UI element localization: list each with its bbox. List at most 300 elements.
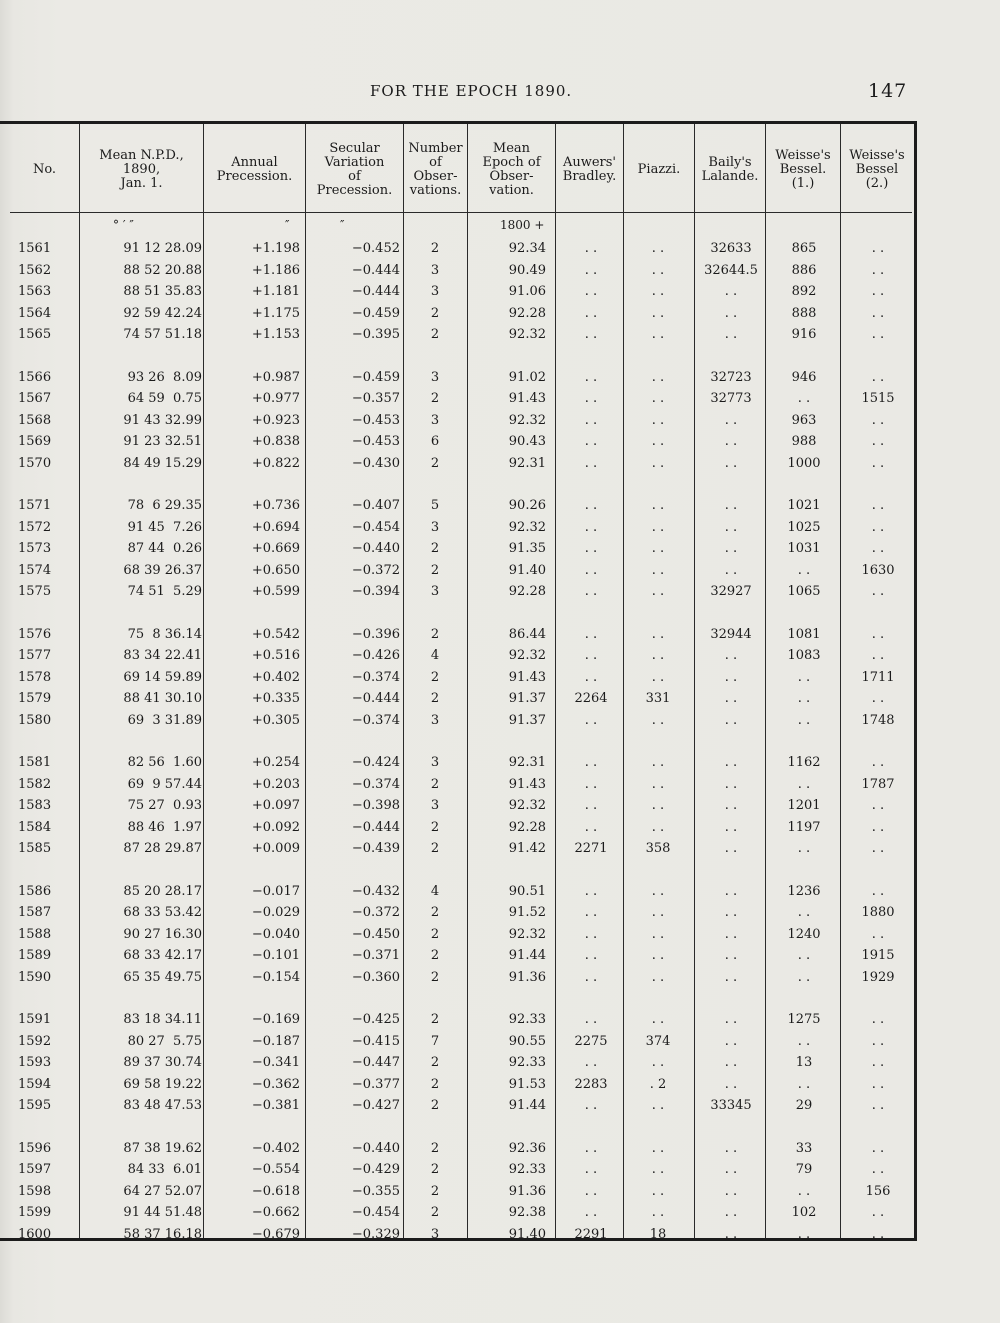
weisse-bessel-1-ref: 888 (791, 305, 817, 321)
auwers-bradley-ref: . . (584, 1012, 598, 1027)
auwers-bradley-ref: . . (584, 905, 598, 921)
piazzi-ref: . . (651, 626, 665, 642)
annual-precession: +0.203 (251, 776, 300, 792)
star-number: 1584 (18, 819, 52, 835)
baily-lalande-ref: 32723 (710, 369, 752, 385)
secular-variation: −0.444 (351, 691, 400, 707)
auwers-bradley-ref: . . (584, 369, 598, 385)
secular-variation: −0.444 (351, 819, 400, 835)
observation-count: 2 (430, 391, 440, 407)
weisse-bessel-2-ref: . . (871, 819, 885, 835)
auwers-bradley-ref: . . (584, 948, 598, 964)
star-number: 1582 (18, 776, 52, 792)
secular-variation: −0.394 (351, 584, 400, 600)
annual-precession: +0.694 (251, 519, 300, 535)
mean-epoch: 92.33 (508, 1055, 546, 1071)
piazzi-ref: . . (651, 1098, 665, 1114)
secular-variation: −0.395 (351, 327, 400, 343)
mean-npd: 88 46 1.97 (127, 819, 202, 835)
baily-lalande-ref: . . (724, 541, 738, 557)
mean-epoch: 91.43 (508, 669, 546, 685)
mean-npd: 64 59 0.75 (127, 391, 202, 407)
star-number: 1566 (18, 369, 52, 385)
secular-variation: −0.426 (351, 648, 400, 664)
baily-lalande-ref: . . (724, 498, 738, 513)
weisse-bessel-2-ref: . . (871, 541, 885, 557)
table-row (0, 1225, 917, 1245)
table-row (0, 282, 917, 302)
baily-lalande-ref: . . (724, 948, 738, 964)
baily-lalande-ref: . . (724, 519, 738, 535)
mean-epoch: 92.32 (508, 327, 546, 343)
star-number: 1578 (18, 669, 52, 685)
baily-lalande-ref: 32644.5 (704, 262, 758, 278)
observation-count: 2 (430, 905, 440, 921)
header-bailys-lalande: Baily's Lalande. (701, 155, 759, 184)
weisse-bessel-2-ref: . . (871, 1055, 885, 1071)
weisse-bessel-1-ref: 1197 (787, 819, 821, 835)
table-row (0, 1010, 917, 1030)
baily-lalande-ref: . . (724, 969, 738, 985)
mean-epoch: 90.43 (508, 434, 546, 450)
weisse-bessel-1-ref: 33 (795, 1140, 813, 1156)
annual-precession: +0.987 (251, 369, 300, 385)
weisse-bessel-2-ref: 1711 (861, 669, 895, 685)
secular-variation: −0.439 (351, 841, 400, 857)
star-number: 1565 (18, 327, 52, 343)
piazzi-ref: . . (651, 584, 665, 600)
secular-variation: −0.444 (351, 262, 400, 278)
mean-npd: 85 20 28.17 (123, 883, 202, 899)
piazzi-ref: . . (651, 1183, 665, 1199)
table-row (0, 839, 917, 859)
piazzi-ref: 358 (645, 841, 671, 857)
auwers-bradley-ref: . . (584, 584, 598, 600)
observation-count: 2 (430, 1055, 440, 1071)
baily-lalande-ref: . . (724, 1033, 738, 1049)
annual-precession: +0.009 (251, 841, 300, 857)
annual-precession: +0.822 (251, 455, 300, 471)
mean-npd: 91 43 32.99 (123, 412, 202, 428)
baily-lalande-ref: . . (724, 841, 738, 857)
secular-variation: −0.357 (351, 391, 400, 407)
mean-npd: 84 33 6.01 (127, 1162, 202, 1178)
baily-lalande-ref: . . (724, 305, 738, 321)
mean-npd: 58 37 16.18 (123, 1226, 202, 1242)
observation-count: 2 (430, 841, 440, 857)
weisse-bessel-1-ref: 946 (791, 369, 817, 385)
table-row (0, 625, 917, 645)
annual-precession: +1.198 (251, 241, 300, 256)
header-secular-variation: Secular Variation of Precession. (316, 141, 393, 198)
piazzi-ref: . . (651, 1012, 665, 1027)
mean-epoch: 91.36 (508, 969, 546, 985)
auwers-bradley-ref: . . (584, 327, 598, 343)
weisse-bessel-2-ref: . . (871, 498, 885, 513)
annual-precession: +0.669 (251, 541, 300, 557)
weisse-bessel-2-ref: . . (871, 798, 885, 814)
weisse-bessel-2-ref: 1929 (861, 969, 895, 985)
auwers-bradley-ref: . . (584, 1055, 598, 1071)
observation-count: 6 (430, 434, 440, 450)
star-number: 1594 (18, 1076, 52, 1092)
observation-count: 4 (430, 648, 440, 664)
table-row (0, 389, 917, 409)
table-row (0, 646, 917, 666)
mean-epoch: 92.32 (508, 798, 546, 814)
mean-npd: 82 56 1.60 (127, 755, 202, 770)
auwers-bradley-ref: . . (584, 712, 598, 728)
table-row (0, 753, 917, 773)
weisse-bessel-1-ref: 1275 (787, 1012, 821, 1027)
mean-epoch: 91.53 (508, 1076, 546, 1092)
auwers-bradley-ref: . . (584, 434, 598, 450)
weisse-bessel-1-ref: 1201 (787, 798, 821, 814)
mean-npd: 83 34 22.41 (123, 648, 202, 664)
auwers-bradley-ref: 2264 (574, 691, 608, 707)
weisse-bessel-2-ref: 1515 (861, 391, 895, 407)
mean-npd: 69 9 57.44 (127, 776, 202, 792)
annual-precession: −0.554 (251, 1162, 300, 1178)
annual-precession: −0.402 (251, 1140, 300, 1156)
mean-npd: 91 12 28.09 (123, 241, 202, 256)
table-row (0, 818, 917, 838)
weisse-bessel-1-ref: 1000 (787, 455, 821, 471)
observation-count: 2 (430, 1076, 440, 1092)
table-row (0, 582, 917, 602)
auwers-bradley-ref: . . (584, 455, 598, 471)
weisse-bessel-2-ref: 1748 (861, 712, 895, 728)
annual-precession: +0.254 (251, 755, 300, 770)
annual-precession: −0.362 (251, 1076, 300, 1092)
star-number: 1588 (18, 926, 52, 942)
baily-lalande-ref: 32927 (710, 584, 752, 600)
mean-epoch: 92.31 (508, 755, 546, 770)
piazzi-ref: . . (651, 241, 665, 256)
piazzi-ref: . . (651, 648, 665, 664)
mean-npd: 75 8 36.14 (127, 626, 202, 642)
weisse-bessel-2-ref: 1630 (861, 562, 895, 578)
secular-variation: −0.355 (351, 1183, 400, 1199)
mean-npd: 69 14 59.89 (123, 669, 202, 685)
star-number: 1600 (18, 1226, 52, 1242)
piazzi-ref: . . (651, 819, 665, 835)
observation-count: 2 (430, 1183, 440, 1199)
secular-variation: −0.444 (351, 284, 400, 300)
secular-variation: −0.454 (351, 1205, 400, 1221)
mean-epoch: 91.37 (508, 691, 546, 707)
weisse-bessel-1-ref: 1021 (787, 498, 821, 513)
table-row (0, 411, 917, 431)
observation-count: 2 (430, 691, 440, 707)
secular-variation: −0.374 (351, 712, 400, 728)
secular-variation: −0.440 (351, 1140, 400, 1156)
running-head (0, 80, 1000, 110)
mean-epoch: 92.34 (508, 241, 546, 256)
observation-count: 2 (430, 969, 440, 985)
observation-count: 3 (430, 284, 440, 300)
star-number: 1597 (18, 1162, 52, 1178)
auwers-bradley-ref: . . (584, 519, 598, 535)
secular-variation: −0.374 (351, 669, 400, 685)
secular-variation: −0.398 (351, 798, 400, 814)
observation-count: 3 (430, 1226, 440, 1242)
weisse-bessel-1-ref: . . (797, 1033, 811, 1049)
mean-npd: 89 37 30.74 (123, 1055, 202, 1071)
table-row (0, 368, 917, 388)
weisse-bessel-2-ref: . . (871, 648, 885, 664)
page-title: FOR THE EPOCH 1890. (370, 82, 573, 100)
annual-precession: −0.017 (251, 883, 300, 899)
weisse-bessel-1-ref: 1083 (787, 648, 821, 664)
auwers-bradley-ref: 2275 (574, 1033, 608, 1049)
mean-npd: 91 45 7.26 (127, 519, 202, 535)
table-row (0, 239, 917, 259)
table-row (0, 561, 917, 581)
star-number: 1587 (18, 905, 52, 921)
auwers-bradley-ref: . . (584, 305, 598, 321)
star-number: 1579 (18, 691, 52, 707)
annual-precession: −0.169 (251, 1012, 300, 1027)
star-number: 1564 (18, 305, 52, 321)
observation-count: 3 (430, 798, 440, 814)
weisse-bessel-1-ref: 1240 (787, 926, 821, 942)
table-row (0, 796, 917, 816)
secular-variation: −0.447 (351, 1055, 400, 1071)
header-no: No. (32, 162, 57, 177)
table-row (0, 968, 917, 988)
mean-npd: 68 39 26.37 (123, 562, 202, 578)
observation-count: 2 (430, 1162, 440, 1178)
mean-epoch: 90.55 (508, 1033, 546, 1049)
auwers-bradley-ref: . . (584, 241, 598, 256)
weisse-bessel-1-ref: 79 (795, 1162, 813, 1178)
auwers-bradley-ref: . . (584, 562, 598, 578)
header-rule (10, 212, 912, 213)
weisse-bessel-1-ref: 13 (795, 1055, 813, 1071)
weisse-bessel-2-ref: . . (871, 1140, 885, 1156)
weisse-bessel-1-ref: . . (797, 905, 811, 921)
annual-precession: +0.335 (251, 691, 300, 707)
mean-epoch: 92.36 (508, 1140, 546, 1156)
secular-variation: −0.453 (351, 434, 400, 450)
weisse-bessel-2-ref: . . (871, 626, 885, 642)
annual-precession: −0.029 (251, 905, 300, 921)
piazzi-ref: . . (651, 926, 665, 942)
observation-count: 3 (430, 262, 440, 278)
weisse-bessel-1-ref: 963 (791, 412, 817, 428)
table-row (0, 432, 917, 452)
annual-precession: +0.305 (251, 712, 300, 728)
baily-lalande-ref: . . (724, 562, 738, 578)
baily-lalande-ref: . . (724, 648, 738, 664)
auwers-bradley-ref: . . (584, 798, 598, 814)
piazzi-ref: . . (651, 305, 665, 321)
annual-precession: +0.542 (251, 626, 300, 642)
secular-variation: −0.424 (351, 755, 400, 770)
mean-npd: 75 27 0.93 (127, 798, 202, 814)
piazzi-ref: . . (651, 712, 665, 728)
auwers-bradley-ref: . . (584, 284, 598, 300)
annual-precession: +0.838 (251, 434, 300, 450)
auwers-bradley-ref: . . (584, 1162, 598, 1178)
weisse-bessel-2-ref: 1787 (861, 776, 895, 792)
secular-variation: −0.452 (351, 241, 400, 256)
observation-count: 2 (430, 241, 440, 256)
mean-npd: 87 44 0.26 (127, 541, 202, 557)
observation-count: 3 (430, 412, 440, 428)
observation-count: 2 (430, 327, 440, 343)
piazzi-ref: . . (651, 434, 665, 450)
header-weisses-bessel-2: Weisse's Bessel (2.) (849, 148, 905, 191)
piazzi-ref: . . (651, 391, 665, 407)
mean-npd: 64 27 52.07 (123, 1183, 202, 1199)
weisse-bessel-2-ref: . . (871, 305, 885, 321)
secular-variation: −0.429 (351, 1162, 400, 1178)
mean-epoch: 92.28 (508, 584, 546, 600)
observation-count: 2 (430, 1205, 440, 1221)
annual-precession: +0.650 (251, 562, 300, 578)
piazzi-ref: . 2 (649, 1076, 667, 1092)
annual-precession: −0.618 (251, 1183, 300, 1199)
mean-npd: 88 51 35.83 (123, 284, 202, 300)
mean-epoch: 91.43 (508, 776, 546, 792)
annual-precession: −0.187 (251, 1033, 300, 1049)
star-number: 1591 (18, 1012, 52, 1027)
weisse-bessel-1-ref: . . (797, 691, 811, 707)
star-number: 1581 (18, 755, 52, 770)
secular-variation: −0.459 (351, 305, 400, 321)
piazzi-ref: . . (651, 519, 665, 535)
observation-count: 2 (430, 541, 440, 557)
piazzi-ref: . . (651, 562, 665, 578)
mean-npd: 65 35 49.75 (123, 969, 202, 985)
secular-variation: −0.407 (351, 498, 400, 513)
annual-precession: +1.186 (251, 262, 300, 278)
auwers-bradley-ref: . . (584, 926, 598, 942)
annual-precession: −0.679 (251, 1226, 300, 1242)
baily-lalande-ref: . . (724, 905, 738, 921)
star-number: 1589 (18, 948, 52, 964)
weisse-bessel-1-ref: . . (797, 776, 811, 792)
weisse-bessel-2-ref: . . (871, 1076, 885, 1092)
baily-lalande-ref: . . (724, 1055, 738, 1071)
observation-count: 4 (430, 883, 440, 899)
baily-lalande-ref: . . (724, 926, 738, 942)
auwers-bradley-ref: . . (584, 412, 598, 428)
mean-epoch: 91.40 (508, 1226, 546, 1242)
mean-npd: 80 27 5.75 (127, 1033, 202, 1049)
piazzi-ref: . . (651, 1055, 665, 1071)
secular-variation: −0.440 (351, 541, 400, 557)
table-row (0, 1053, 917, 1073)
observation-count: 2 (430, 455, 440, 471)
weisse-bessel-1-ref: 1162 (787, 755, 821, 770)
weisse-bessel-2-ref: . . (871, 434, 885, 450)
auwers-bradley-ref: . . (584, 541, 598, 557)
weisse-bessel-1-ref: 886 (791, 262, 817, 278)
auwers-bradley-ref: 2291 (574, 1226, 608, 1242)
auwers-bradley-ref: . . (584, 669, 598, 685)
table-row (0, 261, 917, 281)
mean-epoch: 91.44 (508, 948, 546, 964)
table-row (0, 1203, 917, 1223)
annual-precession: +0.977 (251, 391, 300, 407)
piazzi-ref: . . (651, 541, 665, 557)
observation-count: 2 (430, 669, 440, 685)
baily-lalande-ref: . . (724, 1226, 738, 1242)
secular-variation: −0.372 (351, 905, 400, 921)
mean-epoch: 92.31 (508, 455, 546, 471)
baily-lalande-ref: . . (724, 1162, 738, 1178)
star-number: 1572 (18, 519, 52, 535)
piazzi-ref: . . (651, 883, 665, 899)
observation-count: 2 (430, 948, 440, 964)
star-number: 1576 (18, 626, 52, 642)
weisse-bessel-2-ref: . . (871, 1205, 885, 1221)
weisse-bessel-2-ref: . . (871, 926, 885, 942)
piazzi-ref: . . (651, 948, 665, 964)
star-number: 1569 (18, 434, 52, 450)
baily-lalande-ref: 32944 (710, 626, 752, 642)
star-number: 1562 (18, 262, 52, 278)
weisse-bessel-1-ref: 988 (791, 434, 817, 450)
units-npd: ° ′ ″ (113, 218, 134, 232)
table-row (0, 518, 917, 538)
table-row (0, 539, 917, 559)
weisse-bessel-1-ref: 1236 (787, 883, 821, 899)
header-mean-npd: Mean N.P.D., 1890, Jan. 1. (99, 148, 184, 191)
observation-count: 2 (430, 562, 440, 578)
observation-count: 2 (430, 1098, 440, 1114)
mean-npd: 93 26 8.09 (127, 369, 202, 385)
weisse-bessel-2-ref: . . (871, 1033, 885, 1049)
mean-epoch: 91.52 (508, 905, 546, 921)
star-number: 1585 (18, 841, 52, 857)
units-precession: ″ (285, 218, 290, 232)
annual-precession: +1.153 (251, 327, 300, 343)
star-number: 1573 (18, 541, 52, 557)
weisse-bessel-2-ref: . . (871, 1012, 885, 1027)
auwers-bradley-ref: . . (584, 776, 598, 792)
star-number: 1596 (18, 1140, 52, 1156)
piazzi-ref: . . (651, 284, 665, 300)
secular-variation: −0.396 (351, 626, 400, 642)
auwers-bradley-ref: . . (584, 391, 598, 407)
table-row (0, 668, 917, 688)
mean-epoch: 90.51 (508, 883, 546, 899)
baily-lalande-ref: 32773 (710, 391, 752, 407)
weisse-bessel-1-ref: . . (797, 562, 811, 578)
table-row (0, 1096, 917, 1116)
weisse-bessel-2-ref: . . (871, 755, 885, 770)
annual-precession: −0.040 (251, 926, 300, 942)
baily-lalande-ref: . . (724, 455, 738, 471)
mean-epoch: 91.02 (508, 369, 546, 385)
star-number: 1592 (18, 1033, 52, 1049)
table-row (0, 882, 917, 902)
auwers-bradley-ref: . . (584, 819, 598, 835)
observation-count: 5 (430, 498, 440, 513)
weisse-bessel-1-ref: . . (797, 1076, 811, 1092)
weisse-bessel-1-ref: . . (797, 712, 811, 728)
piazzi-ref: . . (651, 776, 665, 792)
baily-lalande-ref: . . (724, 284, 738, 300)
weisse-bessel-1-ref: . . (797, 1183, 811, 1199)
auwers-bradley-ref: 2271 (574, 841, 608, 857)
baily-lalande-ref: 32633 (710, 241, 752, 256)
mean-npd: 87 38 19.62 (123, 1140, 202, 1156)
